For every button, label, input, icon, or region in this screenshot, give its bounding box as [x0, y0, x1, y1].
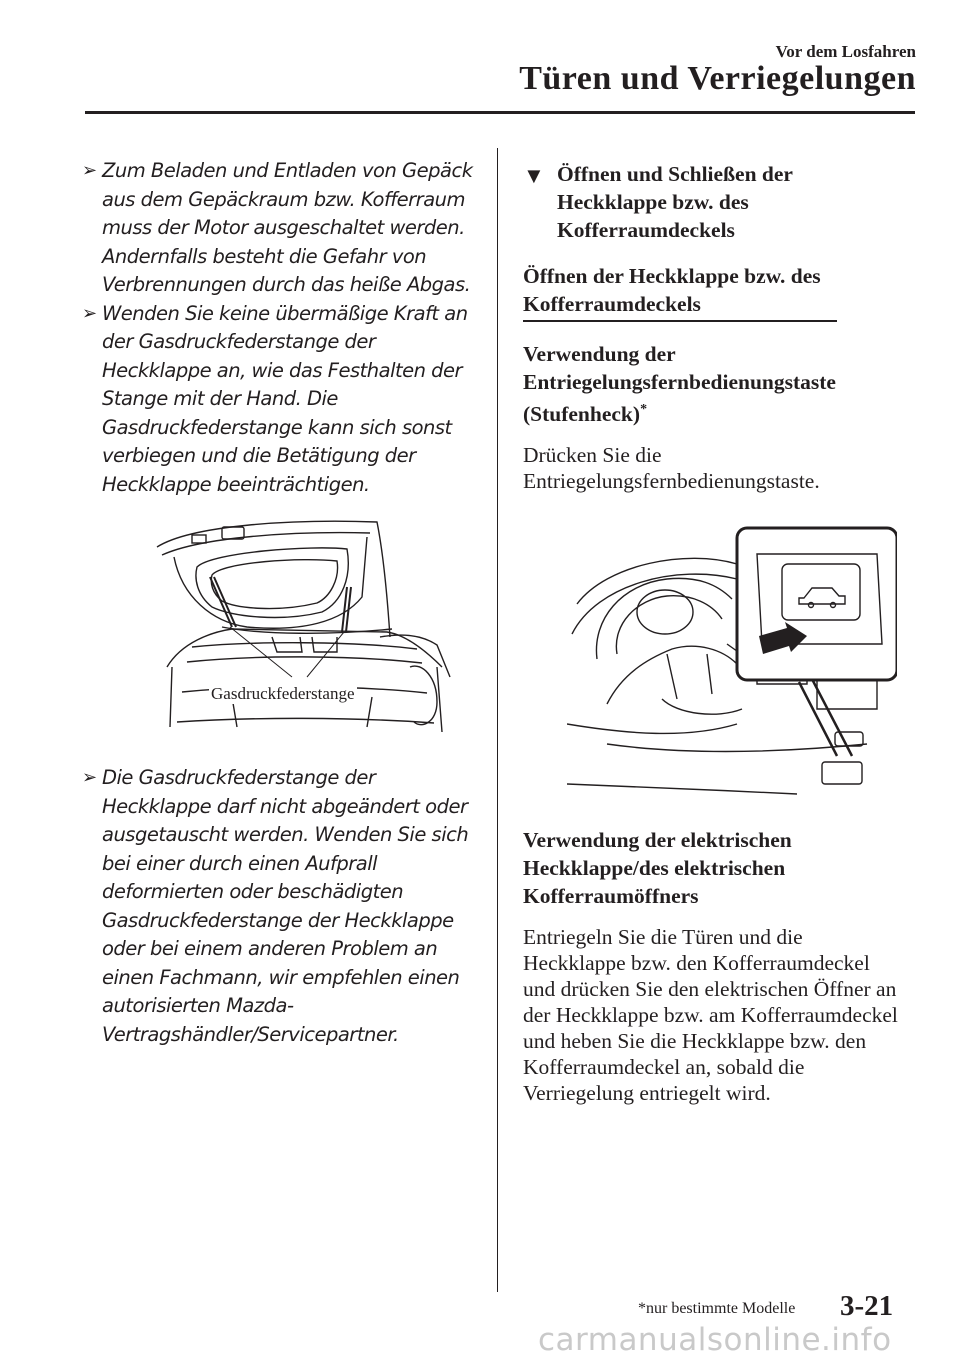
- header-rule: [85, 111, 915, 114]
- instruction-text: Entriegeln Sie die Türen und die Heckklappe bzw. den Kofferraumdeckel und drücken Sie den elektrischen Öffner an der Heckklappe bzw. am Kofferraumdeckel und heben Sie die Heckklappe bzw. den Kofferraumdeckel an, sobald die Verriegelung entriegelt wird.: [523, 925, 898, 1106]
- caution-item: [82, 157, 482, 300]
- tailgate-open-drawing: [152, 517, 452, 742]
- procedure-heading-text: Verwendung der Entriegelungsfernbedienungstaste (Stufenheck): [523, 342, 836, 427]
- tailgate-strut-illustration: [152, 517, 452, 742]
- right-column: [523, 160, 898, 1106]
- watermark: carmanualsonline.info: [538, 1322, 892, 1358]
- caution-item: [82, 764, 482, 1049]
- caution-item: [82, 300, 482, 500]
- subsection-heading: Öffnen der Heckklappe bzw. des Kofferraumdeckels: [523, 262, 837, 322]
- dashboard-drawing: [567, 524, 897, 802]
- right-arrowhead-icon: ➢: [82, 767, 97, 788]
- instruction-text: Drücken Sie die Entriegelungsfernbedienungstaste.: [523, 443, 820, 494]
- running-header-section: Vor dem Losfahren: [775, 42, 916, 61]
- down-triangle-icon: ▼: [523, 163, 545, 188]
- caution-text: Zum Beladen und Entladen von Gepäck aus dem Gepäckraum bzw. Kofferraum muss der Motor ausgeschaltet werden. Andernfalls besteht die Gefahr von Verbrennungen durch das heiße Abgas.: [102, 159, 473, 296]
- caution-text: Die Gasdruckfederstange der Heckklappe darf nicht abgeändert oder ausgetauscht werden. Wenden Sie sich bei einer durch einen Aufprall deformierten oder beschädigten Gasdruckfederstange der Heckklappe oder bei einem anderen Problem an einen Fachmann, wir empfehlen einen autorisierten Mazda-Vertragshändler/Servicepartner.: [102, 766, 469, 1046]
- column-divider: [497, 148, 498, 1292]
- trunk-release-button-illustration: [567, 524, 897, 802]
- left-column: [82, 157, 482, 1049]
- procedure-heading: Verwendung der elektrischen Heckklappe/des elektrischen Kofferraumöffners: [523, 828, 792, 909]
- footnote-marker: *: [640, 402, 648, 417]
- running-header-title: Türen und Verriegelungen: [519, 60, 916, 97]
- footnote: *nur bestimmte Modelle: [638, 1300, 796, 1317]
- right-arrowhead-icon: ➢: [82, 302, 97, 324]
- procedure-heading: [523, 340, 898, 428]
- section-heading: [523, 160, 898, 244]
- right-arrowhead-icon: ➢: [82, 160, 97, 181]
- caution-text: Wenden Sie keine übermäßige Kraft an der Gasdruckfederstange der Heckklappe an, wie das Festhalten der Stange mit der Hand. Die Gasdruckfederstange kann sich sonst verbiegen und die Betätigung der Heckklappe beeinträchtigen.: [102, 301, 468, 496]
- figure-label: Gasdruckfederstange: [211, 684, 355, 703]
- section-heading-text: Öffnen und Schließen der Heckklappe bzw. des Kofferraumdeckels: [557, 162, 793, 242]
- page-number: 3-21: [840, 1290, 894, 1322]
